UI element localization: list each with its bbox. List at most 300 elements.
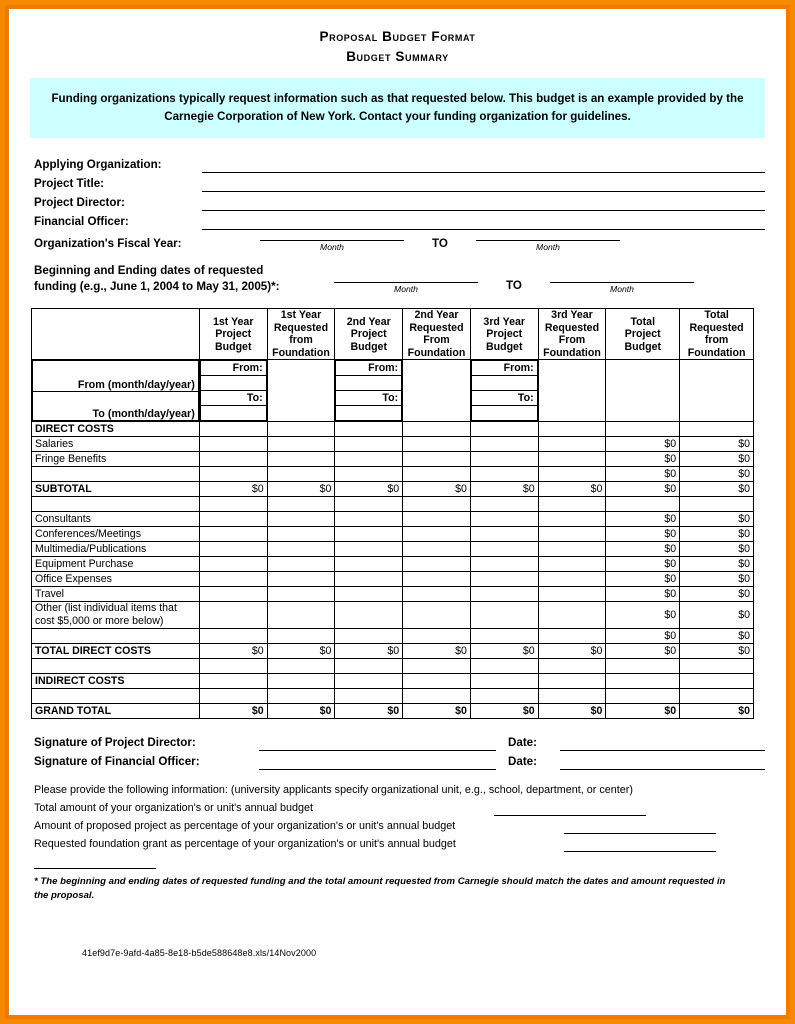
footnote-separator <box>34 868 156 869</box>
cell[interactable] <box>267 467 335 482</box>
row-label-direct-costs: DIRECT COSTS <box>32 422 200 437</box>
cell[interactable] <box>470 602 538 629</box>
date-input-financial-officer[interactable] <box>560 755 765 770</box>
cell[interactable] <box>403 689 471 704</box>
date-to-label: To (month/day/year) <box>33 392 199 421</box>
year1-to-input[interactable] <box>200 406 266 421</box>
cell[interactable]: $0 <box>267 482 335 497</box>
column-header-year3-budget <box>470 309 538 360</box>
row-label-blank-2[interactable] <box>32 629 200 644</box>
date-cell-total-budget[interactable] <box>606 360 680 422</box>
cell[interactable] <box>538 587 606 602</box>
row-label-consultants: Consultants <box>32 512 200 527</box>
column-header-year1-requested <box>267 309 335 360</box>
cell[interactable]: $0 <box>199 644 267 659</box>
cell[interactable] <box>199 659 267 674</box>
page-border-inner <box>5 5 790 1019</box>
cell[interactable] <box>267 572 335 587</box>
col-line: Budget <box>350 340 387 353</box>
cell[interactable] <box>267 557 335 572</box>
cell[interactable]: $0 <box>470 644 538 659</box>
cell[interactable]: $0 <box>403 482 471 497</box>
cell[interactable] <box>470 467 538 482</box>
col-line: Requested <box>689 321 744 334</box>
cell[interactable] <box>403 557 471 572</box>
cell[interactable] <box>538 659 606 674</box>
cell[interactable] <box>403 602 471 629</box>
year3-from-input[interactable] <box>471 376 537 391</box>
requested-dates-start-caption: Month <box>394 284 418 295</box>
cell[interactable] <box>403 542 471 557</box>
cell[interactable] <box>470 674 538 689</box>
cell[interactable] <box>606 497 680 512</box>
table-row <box>32 542 754 557</box>
cell[interactable] <box>538 452 606 467</box>
cell[interactable] <box>538 674 606 689</box>
cell[interactable] <box>470 629 538 644</box>
year2-to-input[interactable] <box>336 406 402 421</box>
signature-label-project-director: Signature of Project Director: <box>34 736 196 750</box>
cell[interactable]: $0 <box>538 704 606 719</box>
fiscal-year-start <box>260 226 404 252</box>
cell[interactable] <box>538 629 606 644</box>
year2-from-input[interactable] <box>336 376 402 391</box>
date-cell-year1-requested[interactable] <box>267 360 335 422</box>
table-row <box>32 497 754 512</box>
fiscal-year-start-caption: Month <box>320 242 344 253</box>
cell[interactable]: $0 <box>606 542 680 557</box>
cell[interactable]: $0 <box>470 704 538 719</box>
cell[interactable] <box>470 557 538 572</box>
cell[interactable]: $0 <box>680 512 754 527</box>
table-row <box>32 467 754 482</box>
cell[interactable]: $0 <box>267 644 335 659</box>
cell[interactable]: $0 <box>680 527 754 542</box>
column-header-year3-requested <box>538 309 606 360</box>
cell[interactable] <box>199 602 267 629</box>
col-line: 2nd Year <box>414 309 459 322</box>
cell[interactable] <box>606 689 680 704</box>
cell[interactable] <box>403 527 471 542</box>
cell[interactable] <box>470 437 538 452</box>
field-row-fiscal-year <box>34 231 765 252</box>
col-line: from <box>704 334 729 347</box>
table-row <box>32 572 754 587</box>
cell[interactable]: $0 <box>267 704 335 719</box>
cell[interactable]: $0 <box>680 572 754 587</box>
row-label-total-direct-costs: TOTAL DIRECT COSTS <box>32 644 200 659</box>
cell[interactable] <box>538 527 606 542</box>
cell[interactable]: $0 <box>606 512 680 527</box>
col-line: 1st Year <box>280 309 322 322</box>
col-line: Project <box>624 328 661 341</box>
col-line: 1st Year <box>213 315 254 328</box>
cell[interactable] <box>335 467 403 482</box>
signature-row-financial-officer <box>34 751 765 770</box>
date-cell-total-requested[interactable] <box>680 360 754 422</box>
cell[interactable] <box>335 497 403 512</box>
cell[interactable]: $0 <box>606 452 680 467</box>
cell[interactable] <box>538 437 606 452</box>
cell[interactable] <box>470 689 538 704</box>
cell[interactable] <box>606 659 680 674</box>
instructions-block <box>34 782 765 854</box>
date-label-financial-officer: Date: <box>508 755 537 769</box>
fiscal-year-end-input[interactable] <box>476 226 620 241</box>
instruction-input-grant-percentage[interactable] <box>564 851 716 852</box>
date-cell-year2-requested[interactable] <box>403 360 471 422</box>
signature-label-financial-officer: Signature of Financial Officer: <box>34 755 200 769</box>
cell[interactable] <box>403 452 471 467</box>
cell[interactable] <box>335 557 403 572</box>
cell[interactable] <box>199 674 267 689</box>
field-row-applying-organization <box>34 154 765 173</box>
row-label-equipment-purchase: Equipment Purchase <box>32 557 200 572</box>
col-line: Project <box>215 328 252 341</box>
cell[interactable] <box>538 467 606 482</box>
cell[interactable] <box>403 587 471 602</box>
field-label-fiscal-year: Organization's Fiscal Year: <box>34 237 182 251</box>
page-subtitle: Budget Summary <box>346 48 449 64</box>
cell[interactable] <box>403 674 471 689</box>
year1-to-prefix: To: <box>200 391 266 406</box>
col-line: Total <box>630 315 656 328</box>
cell[interactable]: $0 <box>606 572 680 587</box>
date-grid-year3 <box>471 360 538 421</box>
cell[interactable]: $0 <box>606 587 680 602</box>
cell[interactable]: $0 <box>680 644 754 659</box>
cell[interactable]: $0 <box>680 542 754 557</box>
cell[interactable] <box>199 557 267 572</box>
requested-dates-label-line1: Beginning and Ending dates of requested <box>34 264 264 278</box>
cell[interactable] <box>335 527 403 542</box>
instruction-row-project-percentage <box>34 818 765 836</box>
signature-input-financial-officer[interactable] <box>259 755 496 770</box>
cell[interactable]: $0 <box>199 482 267 497</box>
date-cell-year3 <box>470 360 538 422</box>
instruction-row-total-budget <box>34 800 765 818</box>
cell[interactable]: $0 <box>606 482 680 497</box>
row-label-fringe-benefits: Fringe Benefits <box>32 452 200 467</box>
cell[interactable] <box>403 572 471 587</box>
cell[interactable]: $0 <box>680 437 754 452</box>
date-grid-year1 <box>200 360 267 421</box>
column-header-total-requested <box>680 309 754 360</box>
requested-dates-label <box>34 263 334 294</box>
cell[interactable]: $0 <box>606 467 680 482</box>
col-line: 3rd Year <box>551 309 593 322</box>
row-label-spacer-3 <box>32 689 200 704</box>
cell[interactable] <box>470 512 538 527</box>
cell[interactable] <box>680 689 754 704</box>
col-line: Foundation <box>543 346 601 359</box>
cell[interactable] <box>538 542 606 557</box>
cell[interactable]: $0 <box>403 704 471 719</box>
cell[interactable] <box>267 422 335 437</box>
cell[interactable] <box>267 437 335 452</box>
table-row <box>32 587 754 602</box>
row-label-subtotal: SUBTOTAL <box>32 482 200 497</box>
info-banner: Funding organizations typically request information such as that requested below. This budget is an example provided by the Carnegie Corporation of New York. Contact your funding organization for guidelines. <box>30 78 765 138</box>
cell[interactable] <box>267 452 335 467</box>
cell[interactable]: $0 <box>606 644 680 659</box>
cell[interactable]: $0 <box>680 452 754 467</box>
cell[interactable] <box>606 422 680 437</box>
requested-dates-start <box>334 268 478 294</box>
requested-dates-end-input[interactable] <box>550 268 694 283</box>
col-line: 3rd Year <box>483 315 526 328</box>
instruction-text-grant-percentage: Requested foundation grant as percentage of your organization's or unit's annual budget <box>34 838 456 851</box>
cell[interactable] <box>267 527 335 542</box>
table-row <box>32 704 754 719</box>
cell[interactable] <box>403 422 471 437</box>
footnote-text: * The beginning and ending dates of requested funding and the total amount requested from Carnegie should match the dates and amount requested in the proposal. <box>34 876 726 901</box>
cell[interactable] <box>538 689 606 704</box>
page-title: Proposal Budget Format <box>319 29 476 44</box>
cell[interactable] <box>267 629 335 644</box>
year1-from-input[interactable] <box>200 376 266 391</box>
requested-dates-to-word: TO <box>506 279 522 293</box>
cell[interactable] <box>199 422 267 437</box>
table-header-row <box>32 309 754 360</box>
table-row <box>32 527 754 542</box>
cell[interactable] <box>335 452 403 467</box>
cell[interactable]: $0 <box>606 557 680 572</box>
row-label-travel: Travel <box>32 587 200 602</box>
cell[interactable]: $0 <box>680 704 754 719</box>
cell[interactable] <box>335 587 403 602</box>
cell[interactable] <box>538 572 606 587</box>
field-input-project-title[interactable] <box>202 177 765 192</box>
cell[interactable] <box>470 527 538 542</box>
instruction-text-project-percentage: Amount of proposed project as percentage of your organization's or unit's annual budget <box>34 820 456 833</box>
col-line: Budget <box>214 340 252 353</box>
column-header-year1-budget <box>199 309 267 360</box>
cell[interactable]: $0 <box>335 644 403 659</box>
col-line: from <box>289 334 313 347</box>
col-line: Project <box>350 328 387 341</box>
cell[interactable]: $0 <box>403 644 471 659</box>
cell[interactable] <box>538 557 606 572</box>
instruction-text-total-budget: Total amount of your organization's or unit's annual budget <box>34 802 314 815</box>
cell[interactable] <box>403 467 471 482</box>
cell[interactable] <box>606 674 680 689</box>
cell[interactable]: $0 <box>680 587 754 602</box>
cell[interactable]: $0 <box>470 482 538 497</box>
cell[interactable] <box>267 512 335 527</box>
year3-to-input[interactable] <box>471 406 537 421</box>
fiscal-year-end-caption: Month <box>536 242 560 253</box>
fiscal-year-to-word: TO <box>432 237 448 251</box>
date-grid-year2 <box>335 360 402 421</box>
cell[interactable] <box>335 572 403 587</box>
signature-area <box>34 732 765 770</box>
budget-table-body <box>32 360 754 719</box>
cell[interactable]: $0 <box>335 482 403 497</box>
budget-table-head <box>32 309 754 360</box>
col-line: From <box>423 334 450 347</box>
cell[interactable] <box>335 674 403 689</box>
cell[interactable] <box>470 572 538 587</box>
cell[interactable] <box>199 572 267 587</box>
fiscal-year-end <box>476 226 620 252</box>
table-row <box>32 659 754 674</box>
cell[interactable] <box>680 422 754 437</box>
field-label-project-title: Project Title: <box>34 177 105 191</box>
col-line: 2nd Year <box>346 315 391 328</box>
date-cell-year3-requested[interactable] <box>538 360 606 422</box>
cell[interactable]: $0 <box>680 629 754 644</box>
col-line: Requested <box>409 321 464 334</box>
cell[interactable] <box>199 512 267 527</box>
field-row-project-title <box>34 173 765 192</box>
row-label-spacer-2 <box>32 659 200 674</box>
cell[interactable] <box>335 437 403 452</box>
col-line: Requested <box>544 321 600 334</box>
cell[interactable] <box>267 689 335 704</box>
cell[interactable]: $0 <box>680 482 754 497</box>
col-line: Foundation <box>687 346 746 359</box>
cell[interactable] <box>470 497 538 512</box>
row-label-grand-total: GRAND TOTAL <box>32 704 200 719</box>
cell[interactable] <box>267 674 335 689</box>
requested-dates-end <box>550 268 694 294</box>
signature-input-project-director[interactable] <box>259 736 496 751</box>
budget-table <box>31 308 754 719</box>
cell[interactable]: $0 <box>680 557 754 572</box>
table-row <box>32 452 754 467</box>
fiscal-year-start-input[interactable] <box>260 226 404 241</box>
cell[interactable] <box>335 689 403 704</box>
cell[interactable] <box>470 542 538 557</box>
year2-to-prefix: To: <box>336 391 402 406</box>
table-row <box>32 557 754 572</box>
cell[interactable] <box>403 629 471 644</box>
cell[interactable] <box>538 602 606 629</box>
year2-from-prefix: From: <box>336 361 402 376</box>
date-row-labels-cell <box>32 360 200 422</box>
cell[interactable] <box>199 437 267 452</box>
signature-row-project-director <box>34 732 765 751</box>
cell[interactable]: $0 <box>538 644 606 659</box>
cell[interactable]: $0 <box>335 704 403 719</box>
cell[interactable]: $0 <box>680 602 754 629</box>
field-input-applying-organization[interactable] <box>202 158 765 173</box>
cell[interactable] <box>267 602 335 629</box>
table-row <box>32 629 754 644</box>
cell[interactable] <box>335 659 403 674</box>
cell[interactable]: $0 <box>606 602 680 629</box>
requested-dates-label-line2: funding (e.g., June 1, 2004 to May 31, 2005)*: <box>34 279 280 293</box>
instructions-intro: Please provide the following information: (university applicants specify organizational unit, e.g., school, department, or center) <box>34 784 633 797</box>
field-input-project-director[interactable] <box>202 196 765 211</box>
cell[interactable] <box>680 674 754 689</box>
cell[interactable] <box>267 659 335 674</box>
cell[interactable] <box>470 659 538 674</box>
cell[interactable] <box>267 542 335 557</box>
col-line: Budget <box>624 340 661 353</box>
cell[interactable]: $0 <box>680 467 754 482</box>
cell[interactable] <box>199 542 267 557</box>
cell[interactable] <box>538 497 606 512</box>
year3-from-prefix: From: <box>471 361 537 376</box>
cell[interactable] <box>538 422 606 437</box>
column-header-year2-budget <box>335 309 403 360</box>
date-label-grid <box>32 360 199 421</box>
date-input-project-director[interactable] <box>560 736 765 751</box>
table-row <box>32 437 754 452</box>
col-line: From <box>558 334 586 347</box>
cell[interactable] <box>199 587 267 602</box>
requested-dates-start-input[interactable] <box>334 268 478 283</box>
cell[interactable] <box>199 527 267 542</box>
cell[interactable] <box>335 542 403 557</box>
cell[interactable] <box>403 497 471 512</box>
cell[interactable] <box>403 659 471 674</box>
requested-dates-block <box>34 263 765 294</box>
row-label-conferences-meetings: Conferences/Meetings <box>32 527 200 542</box>
table-row <box>32 512 754 527</box>
col-line: Requested <box>273 321 329 334</box>
date-from-label: From (month/day/year) <box>33 361 199 392</box>
cell[interactable] <box>335 422 403 437</box>
cell[interactable] <box>335 629 403 644</box>
date-label-project-director: Date: <box>508 736 537 750</box>
date-cell-year2 <box>335 360 403 422</box>
cell[interactable]: $0 <box>199 704 267 719</box>
cell[interactable]: $0 <box>606 527 680 542</box>
row-label-spacer-1 <box>32 497 200 512</box>
column-header-year2-requested <box>403 309 471 360</box>
table-row <box>32 422 754 437</box>
cell[interactable] <box>403 437 471 452</box>
cell[interactable] <box>199 467 267 482</box>
cell[interactable]: $0 <box>606 629 680 644</box>
cell[interactable] <box>680 659 754 674</box>
table-corner-header <box>32 309 200 360</box>
row-label-blank-1[interactable] <box>32 467 200 482</box>
cell[interactable] <box>267 497 335 512</box>
col-line: Foundation <box>272 346 330 359</box>
cell[interactable] <box>470 587 538 602</box>
instruction-input-project-percentage[interactable] <box>564 833 716 834</box>
field-label-financial-officer: Financial Officer: <box>34 215 129 229</box>
column-header-total-budget <box>606 309 680 360</box>
cell[interactable] <box>199 452 267 467</box>
table-row <box>32 689 754 704</box>
instruction-input-total-budget[interactable] <box>494 815 646 816</box>
cell[interactable] <box>199 689 267 704</box>
cell[interactable] <box>267 587 335 602</box>
cell[interactable] <box>199 497 267 512</box>
table-row <box>32 482 754 497</box>
cell[interactable]: $0 <box>606 704 680 719</box>
cell[interactable] <box>403 512 471 527</box>
cell[interactable]: $0 <box>606 437 680 452</box>
cell[interactable] <box>680 497 754 512</box>
cell[interactable] <box>538 512 606 527</box>
cell[interactable] <box>470 452 538 467</box>
cell[interactable]: $0 <box>538 482 606 497</box>
row-label-office-expenses: Office Expenses <box>32 572 200 587</box>
year1-from-prefix: From: <box>200 361 266 376</box>
cell[interactable] <box>199 629 267 644</box>
cell[interactable] <box>470 422 538 437</box>
row-label-multimedia-publications: Multimedia/Publications <box>32 542 200 557</box>
cell[interactable] <box>335 602 403 629</box>
cell[interactable] <box>335 512 403 527</box>
col-line: Foundation <box>407 346 466 359</box>
